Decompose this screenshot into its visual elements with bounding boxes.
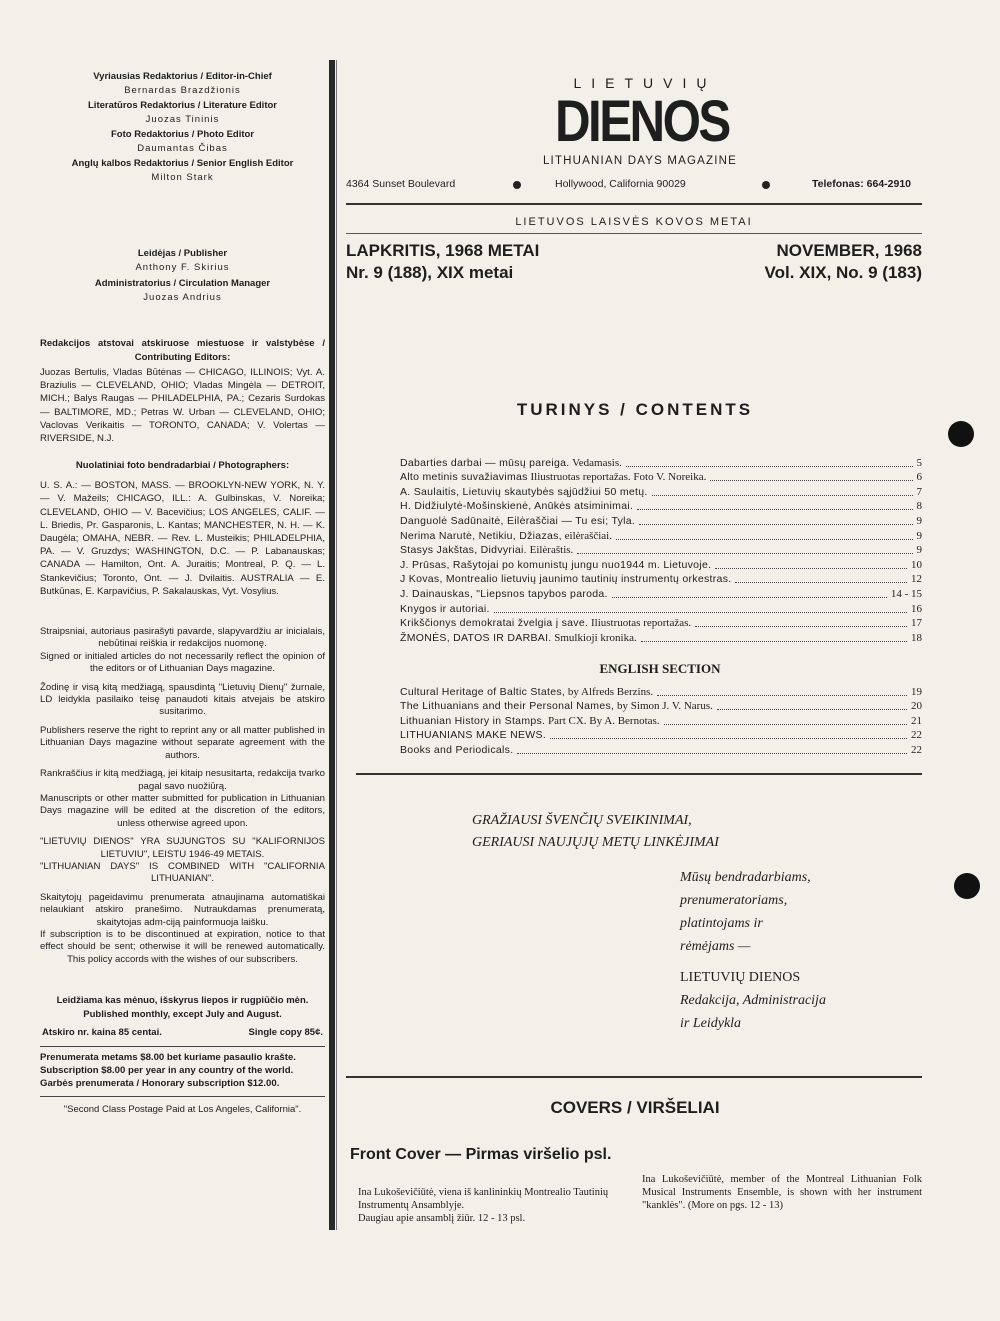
notice-signed-en: Signed or initialed articles do not necessarily reflect the opinion of the editors or of Lithuanian Days magazine. bbox=[40, 650, 325, 675]
toc-page-number: 9 bbox=[916, 514, 922, 527]
column-divider-thin bbox=[336, 60, 337, 1230]
toc-entry-main: Krikščionys demokratai žvelgia į save. bbox=[400, 617, 589, 630]
greeting-line2: GERIAUSI NAUJŲJŲ METŲ LINKĖJIMAI bbox=[472, 835, 719, 850]
notice-manuscripts-lt: Rankraščius ir kitą medžiagą, jei kitaip nesusitarta, redakcija tvarko pagal savo nuožiūrą. bbox=[40, 768, 325, 792]
greeting-to2: prenumeratoriams, bbox=[680, 893, 788, 908]
photo-editor-name: Daumantas Čibas bbox=[137, 143, 228, 154]
literary-editor-title: Literatūros Redaktorius / Literature Editor bbox=[88, 100, 277, 111]
toc-leader bbox=[577, 553, 912, 554]
binder-hole bbox=[954, 873, 980, 899]
english-contents-list bbox=[400, 684, 922, 757]
greeting-from3: ir Leidykla bbox=[680, 1016, 742, 1031]
column-divider bbox=[329, 60, 335, 1230]
toc-entry-detail: by Simon J. V. Narus. bbox=[614, 700, 713, 713]
contents-list bbox=[400, 455, 922, 645]
subscription-honorary: Garbės prenumerata / Honorary subscription $12.00. bbox=[40, 1078, 280, 1090]
binder-hole bbox=[948, 421, 974, 447]
notice-signed-lt: Straipsniai, autoriaus pasirašyti pavarde, slapyvardžiu ar inicialais, nebūtinai reiškia ir redakcijos nuomonę. bbox=[40, 626, 325, 650]
toc-entry-text bbox=[400, 700, 713, 713]
literary-editor-name: Juozas Tininis bbox=[145, 114, 220, 125]
toc-row bbox=[400, 630, 922, 645]
toc-entry-main: Stasys Jakštas, Didvyriai. bbox=[400, 544, 527, 557]
toc-entry-main: J. Dainauskas, "Liepsnos tapybos paroda. bbox=[400, 587, 608, 600]
toc-entry-text bbox=[400, 500, 633, 513]
toc-row bbox=[400, 528, 922, 543]
toc-page-number: 19 bbox=[911, 685, 922, 698]
toc-entry-detail: Smulkioji kronika. bbox=[551, 631, 637, 644]
motto: LIETUVOS LAISVĖS KOVOS METAI bbox=[515, 216, 753, 228]
toc-page-number: 9 bbox=[916, 529, 922, 542]
greeting-from2: Redakcija, Administracija bbox=[680, 993, 826, 1008]
subscription bbox=[40, 1051, 325, 1090]
toc-entry-main: Cultural Heritage of Baltic States, bbox=[400, 685, 566, 698]
toc-leader bbox=[735, 582, 907, 583]
toc-entry-text bbox=[400, 686, 653, 699]
toc-row bbox=[400, 499, 922, 514]
subscription-en: Subscription $8.00 per year in any country of the world. bbox=[40, 1065, 294, 1077]
postage-notice: "Second Class Postage Paid at Los Angeles, California". bbox=[63, 1104, 302, 1116]
issue-en-number: Vol. XIX, No. 9 (183) bbox=[764, 263, 922, 282]
toc-row bbox=[400, 455, 922, 470]
monthly-en: Published monthly, except July and August. bbox=[83, 1009, 282, 1021]
toc-leader bbox=[612, 597, 887, 598]
toc-leader bbox=[550, 738, 907, 739]
greeting-signature bbox=[680, 966, 826, 1035]
toc-page-number: 22 bbox=[911, 743, 922, 756]
toc-entry-text bbox=[400, 715, 660, 728]
toc-entry-detail: Iliustruotas reportažas. Foto V. Noreika. bbox=[527, 471, 707, 484]
toc-entry-main: Dabarties darbai — mūsų pareiga. bbox=[400, 456, 570, 469]
toc-leader bbox=[494, 612, 907, 613]
toc-leader bbox=[664, 724, 907, 725]
front-cover-title: Front Cover — Pirmas viršelio psl. bbox=[350, 1146, 612, 1163]
toc-leader bbox=[652, 495, 913, 496]
toc-row bbox=[400, 586, 922, 601]
english-editor-title: Anglų kalbos Redaktorius / Senior English Editor bbox=[71, 158, 294, 169]
toc-entry-text bbox=[400, 632, 637, 645]
toc-entry-text bbox=[400, 729, 546, 742]
toc-row bbox=[400, 572, 922, 587]
single-copy-row bbox=[40, 1026, 325, 1040]
toc-page-number: 22 bbox=[911, 729, 922, 742]
toc-entry-text bbox=[400, 559, 711, 572]
toc-leader bbox=[710, 480, 912, 481]
toc-row bbox=[400, 699, 922, 714]
toc-row bbox=[400, 713, 922, 728]
motto-rule bbox=[346, 233, 922, 234]
english-editor-name: Milton Stark bbox=[151, 172, 214, 183]
toc-page-number: 10 bbox=[911, 558, 922, 571]
contributing-text: Juozas Bertulis, Vladas Būtėnas — CHICAGO, ILLINOIS; Vyt. A. Braziulis — CLEVELAND, OHIO; Vladas Mingėla — DETROIT, MICH.; Balys Raugas — PHILADELPHIA, PA.; Cezaris Surdokas — BALTIMORE, MD.; Petras W. Urban — CLEVELAND, OHIO; Vaclovas Verikaitis — TORONTO, CANADA; V. Volertas — RIVERSIDE, N.J. bbox=[40, 367, 325, 445]
toc-entry-text bbox=[400, 486, 648, 499]
notice-renewal-en: If subscription is to be discontinued at expiration, notice to that effect should be sent; otherwise it will be renewed automatically. This policy accords with the wishes of our subscribers. bbox=[40, 928, 325, 965]
toc-leader bbox=[717, 709, 907, 710]
masthead-title: DIENOS bbox=[555, 89, 729, 154]
toc-page-number: 6 bbox=[916, 471, 922, 484]
toc-entry-main: Lithuanian History in Stamps. bbox=[400, 714, 546, 727]
toc-entry-detail: eilėraščiai. bbox=[561, 529, 612, 542]
notice-combined-lt: "LIETUVIŲ DIENOS" YRA SUJUNGTOS SU "KALIFORNIJOS LIETUVIU", LEISTU 1946-49 METAIS. bbox=[40, 836, 325, 860]
toc-page-number: 9 bbox=[916, 544, 922, 557]
photographers-text: U. S. A.: — BOSTON, MASS. — BROOKLYN-NEW YORK, N. Y. — V. Mažeils; CHICAGO, ILL.: A. Gulbinskas, V. Noreika; CLEVELAND, OHIO — V. Bacevičius; LOS ANGELES, CALIF. — L. Briedis, Pr. Gasparonis, L. Kantas; MANCHESTER, N. H. — K. Daugėla; OMAHA, NEBR. — Rev. L. Musteikis; PHILADELPHIA, PA. — V. Gruzdys; WASHINGTON, D.C. — P. Labanauskas; CANADA — Hamilton, Ont. A. Juraitis; Montreal, P. Q. — L. Stankevičius; Toronto, Ont. — J. Dvilaitis. AUSTRALIA — E. Butkūnas, E. Karpavičius, P. Sakalauskas, Vyt. Vosylius. bbox=[40, 480, 325, 597]
toc-row bbox=[400, 513, 922, 528]
toc-entry-main: J. Prūsas, Rašytojai po komunistų jungu nuo1944 m. Lietuvoje. bbox=[400, 558, 712, 571]
toc-entry-main: H. Didžiulytė-Mošinskienė, Anūkės atsiminimai. bbox=[400, 500, 634, 513]
divider bbox=[40, 1046, 325, 1047]
photo-editor-title: Foto Redaktorius / Photo Editor bbox=[110, 129, 255, 140]
toc-entry-text bbox=[400, 744, 513, 757]
circulation-name: Juozas Andrius bbox=[143, 292, 222, 303]
phone: Telefonas: 664-2910 bbox=[812, 178, 912, 190]
toc-page-number: 21 bbox=[911, 714, 922, 727]
toc-entry-detail: by Alfreds Berzins. bbox=[565, 685, 654, 698]
toc-entry-detail: Part CX. By A. Bernotas. bbox=[545, 714, 660, 727]
toc-leader bbox=[626, 466, 913, 467]
toc-row bbox=[400, 742, 922, 757]
greeting-recipients bbox=[680, 866, 811, 958]
toc-page-number: 5 bbox=[916, 456, 922, 469]
greeting-to1: Mūsų bendradarbiams, bbox=[680, 870, 811, 885]
notices bbox=[40, 626, 325, 966]
toc-page-number: 14 - 15 bbox=[890, 587, 922, 600]
toc-entry-text bbox=[400, 515, 635, 528]
staff-column bbox=[40, 70, 325, 1117]
toc-entry-text bbox=[400, 617, 691, 630]
toc-leader bbox=[695, 626, 907, 627]
toc-leader bbox=[715, 568, 907, 569]
greeting-to4: rėmėjams — bbox=[680, 939, 751, 954]
toc-row bbox=[400, 484, 922, 499]
greeting-to3: platintojams ir bbox=[680, 916, 763, 931]
toc-row bbox=[400, 470, 922, 485]
toc-leader bbox=[657, 695, 907, 696]
monthly-lt: Leidžiama kas mėnuo, išskyrus liepos ir rugpiūčio mėn. bbox=[56, 995, 309, 1007]
covers-title: COVERS / VIRŠELIAI bbox=[550, 1098, 720, 1117]
notice-combined-en: "LITHUANIAN DAYS" IS COMBINED WITH "CALIFORNIA LITHUANIAN". bbox=[40, 860, 325, 885]
notice-renewal-lt: Skaitytojų pageidavimu prenumerata atnaujinama automatiškai nelaukiant atskiro pranešimo. Nutraukdamas prenumeratą, skaitytojas adm-ciją painformuoja laišku. bbox=[40, 891, 325, 928]
editor-in-chief-name: Bernardas Brazdžionis bbox=[124, 85, 241, 96]
divider bbox=[40, 1096, 325, 1097]
toc-entry-detail: Eilėraštis. bbox=[526, 544, 574, 557]
toc-row bbox=[400, 728, 922, 743]
caption-lt bbox=[358, 1186, 628, 1225]
toc-row bbox=[400, 557, 922, 572]
notice-reprint-lt: Žodinę ir visą kitą medžiagą, spausdintą "Lietuvių Dienų" žurnale, LD leidykla pasilaiko teisę panaudoti kitais atvejais be atskiro susitarimo. bbox=[40, 681, 325, 718]
caption-en: Ina Lukoševičiūtė, member of the Montreal Lithuanian Folk Musical Instruments Ensemble, is shown with her instrument "kanklės". (More on pgs. 12 - 13) bbox=[642, 1174, 922, 1211]
toc-leader bbox=[639, 524, 912, 525]
toc-entry-text bbox=[400, 544, 573, 557]
issue-lt bbox=[346, 240, 539, 284]
toc-entry-text bbox=[400, 588, 608, 601]
greeting-from1: LIETUVIŲ DIENOS bbox=[680, 970, 801, 985]
toc-row bbox=[400, 601, 922, 616]
toc-entry-detail: Vedamasis. bbox=[569, 456, 622, 469]
toc-entry-main: LITHUANIANS MAKE NEWS. bbox=[400, 729, 547, 742]
toc-entry-main: J Kovas, Montrealio lietuvių jaunimo tautinių instrumentų orkestras. bbox=[400, 573, 732, 586]
masthead-top: LIETUVIŲ bbox=[573, 75, 717, 91]
greeting-line1: GRAŽIAUSI ŠVENČIŲ SVEIKINIMAI, bbox=[472, 813, 692, 828]
greeting-headline bbox=[472, 810, 719, 854]
photographers-heading: Nuolatiniai foto bendradarbiai / Photographers: bbox=[75, 460, 290, 472]
single-copy-en: Single copy 85¢. bbox=[248, 1027, 323, 1039]
toc-entry-main: ŽMONĖS, DATOS IR DARBAI. bbox=[400, 631, 552, 644]
issue-en-date: NOVEMBER, 1968 bbox=[776, 241, 922, 260]
toc-row bbox=[400, 616, 922, 631]
notice-manuscripts-en: Manuscripts or other matter submitted for publication in Lithuanian Days magazine will be edited at the discretion of the editors, unless otherwise agreed upon. bbox=[40, 792, 325, 829]
toc-leader bbox=[637, 509, 912, 510]
toc-entry-text bbox=[400, 573, 731, 586]
toc-entry-main: Knygos ir autoriai. bbox=[400, 602, 490, 615]
masthead-subtitle: LITHUANIAN DAYS MAGAZINE bbox=[542, 155, 738, 167]
toc-entry-main: A. Saulaitis, Lietuvių skautybės sąjūdžiui 50 metų. bbox=[400, 485, 648, 498]
publisher-name: Anthony F. Skirius bbox=[135, 262, 230, 273]
toc-leader bbox=[641, 641, 907, 642]
toc-entry-detail: Iliustruotas reportažas. bbox=[588, 617, 692, 630]
contents-rule bbox=[356, 773, 922, 775]
toc-entry-text bbox=[400, 471, 706, 484]
toc-row bbox=[400, 543, 922, 558]
publisher-title: Leidėjas / Publisher bbox=[137, 248, 228, 259]
toc-leader bbox=[517, 753, 907, 754]
toc-page-number: 7 bbox=[916, 485, 922, 498]
toc-entry-main: Danguolė Sadūnaitė, Eilėraščiai — Tu esi; Tyla. bbox=[400, 514, 636, 527]
toc-entry-main: Books and Periodicals. bbox=[400, 743, 514, 756]
contents-title: TURINYS / CONTENTS bbox=[516, 400, 754, 419]
circulation-title: Administratorius / Circulation Manager bbox=[94, 278, 271, 289]
toc-entry-text bbox=[400, 530, 612, 543]
contributing-heading: Redakcijos atstovai atskiruose miestuose ir valstybėse / Contributing Editors: bbox=[40, 338, 325, 363]
toc-page-number: 18 bbox=[911, 631, 922, 644]
toc-page-number: 16 bbox=[911, 602, 922, 615]
toc-page-number: 17 bbox=[911, 617, 922, 630]
single-copy-lt: Atskiro nr. kaina 85 centai. bbox=[42, 1027, 162, 1039]
caption-lt-1: Ina Lukoševičiūtė, viena iš kanlininkių Montrealio Tautinių Instrumentų Ansamblyje. bbox=[358, 1187, 609, 1211]
masthead-rule bbox=[346, 203, 922, 205]
notice-reprint-en: Publishers reserve the right to reprint any or all matter published in Lithuanian Days magazine without separate agreement with the authors. bbox=[40, 724, 325, 761]
bullet-dot bbox=[762, 181, 770, 189]
issue-en bbox=[700, 240, 922, 284]
toc-entry-text bbox=[400, 603, 490, 616]
issue-lt-date: LAPKRITIS, 1968 METAI bbox=[346, 241, 540, 260]
editor-in-chief-title: Vyriausias Redaktorius / Editor-in-Chief bbox=[93, 71, 272, 82]
toc-page-number: 12 bbox=[911, 573, 922, 586]
english-section-title: ENGLISH SECTION bbox=[599, 661, 721, 676]
address: 4364 Sunset Boulevard bbox=[346, 178, 456, 190]
toc-entry-text bbox=[400, 457, 622, 470]
caption-lt-2: Daugiau apie ansamblį žiūr. 12 - 13 psl. bbox=[358, 1213, 526, 1224]
issue-lt-number: Nr. 9 (188), XIX metai bbox=[346, 263, 514, 282]
bullet-dot bbox=[513, 181, 521, 189]
toc-page-number: 20 bbox=[911, 700, 922, 713]
greeting-rule bbox=[346, 1076, 922, 1078]
toc-entry-main: Nerima Narutė, Netikiu, Džiazas, bbox=[400, 529, 562, 542]
toc-entry-main: Alto metinis suvažiavimas bbox=[400, 471, 528, 484]
city: Hollywood, California 90029 bbox=[555, 178, 686, 190]
toc-row bbox=[400, 684, 922, 699]
toc-entry-main: The Lithuanians and their Personal Names, bbox=[400, 700, 615, 713]
toc-page-number: 8 bbox=[916, 500, 922, 513]
subscription-lt: Prenumerata metams $8.00 bet kuriame pasaulio krašte. bbox=[40, 1052, 296, 1064]
toc-leader bbox=[616, 539, 913, 540]
